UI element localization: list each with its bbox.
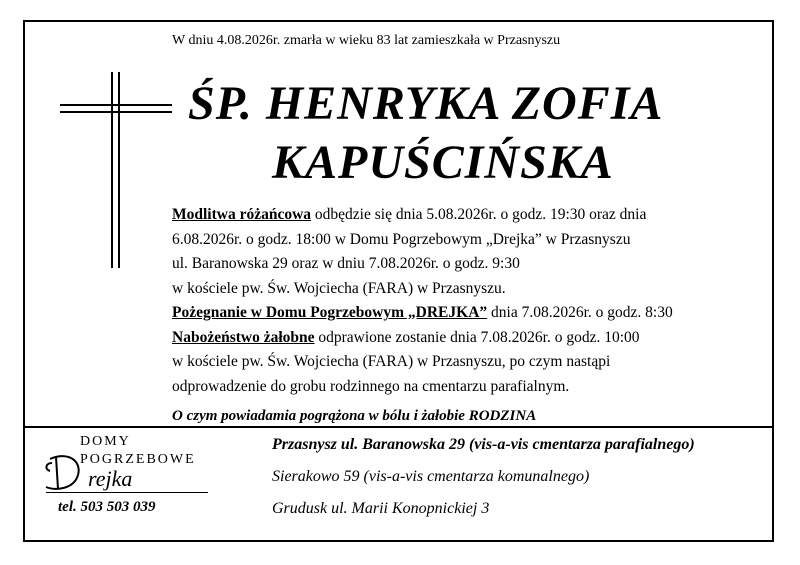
- footer-divider: [23, 426, 774, 428]
- logo-pogrzebowe-text: POGRZEBOWE: [80, 452, 196, 467]
- rosary-label: Modlitwa różańcowa: [172, 206, 312, 223]
- address-sierakowo: Sierakowo 59 (vis-a-vis cmentarza komunalnego): [272, 468, 590, 485]
- cross-horizontal-bar-top: [60, 104, 172, 106]
- rosary-text-1: odbędzie się dnia 5.08.2026r. o godz. 19:30 oraz dnia: [311, 206, 647, 223]
- mass-label: Nabożeństwo żałobne: [172, 328, 315, 346]
- cross-vertical-bar-left: [111, 72, 113, 268]
- mass-line-3: odprowadzenie do grobu rodzinnego na cmentarzu parafialnym.: [172, 377, 570, 395]
- logo-domy-text: DOMY: [80, 434, 131, 449]
- mass-text-1: odprawione zostanie dnia 7.08.2026r. o godz. 10:00: [314, 328, 640, 346]
- cross-horizontal-bar-bottom: [60, 111, 172, 113]
- logo-underline: [46, 492, 208, 493]
- logo-drejka-text: rejka: [88, 466, 133, 491]
- mass-line-1: [172, 326, 772, 351]
- mass-line-2: w kościele pw. Św. Wojciecha (FARA) w Przasnyszu, po czym nastąpi: [172, 353, 611, 370]
- ceremony-details: [172, 203, 772, 399]
- address-przasnysz: Przasnysz ul. Baranowska 29 (vis-a-vis cmentarza parafialnego): [272, 436, 695, 453]
- deceased-name-line2: KAPUŚCIŃSKA: [272, 136, 614, 189]
- closing-text: O czym powiadamia pogrążona w bólu i żałobie RODZINA: [172, 408, 537, 424]
- farewell-line: [172, 301, 772, 326]
- rosary-line-4: w kościele pw. Św. Wojciecha (FARA) w Przasnyszu.: [172, 279, 506, 297]
- rosary-line-2: 6.08.2026r. o godz. 18:00 w Domu Pogrzebowym „Drejka” w Przasnyszu: [172, 230, 631, 248]
- address-grudusk: Grudusk ul. Marii Konopnickiej 3: [272, 500, 490, 517]
- phone-number: tel. 503 503 039: [58, 499, 156, 515]
- cross-vertical-bar-right: [118, 72, 120, 268]
- farewell-text: dnia 7.08.2026r. o godz. 8:30: [487, 304, 673, 321]
- rosary-line-1: [172, 203, 772, 228]
- intro-text: W dniu 4.08.2026r. zmarła w wieku 83 lat zamieszkała w Przasnyszu: [172, 33, 561, 48]
- rosary-line-3: ul. Baranowska 29 oraz w dniu 7.08.2026r. o godz. 9:30: [172, 255, 520, 272]
- deceased-name-line1: ŚP. HENRYKA ZOFIA: [188, 77, 664, 130]
- farewell-label: Pożegnanie w Domu Pogrzebowym „DREJKA”: [172, 304, 488, 321]
